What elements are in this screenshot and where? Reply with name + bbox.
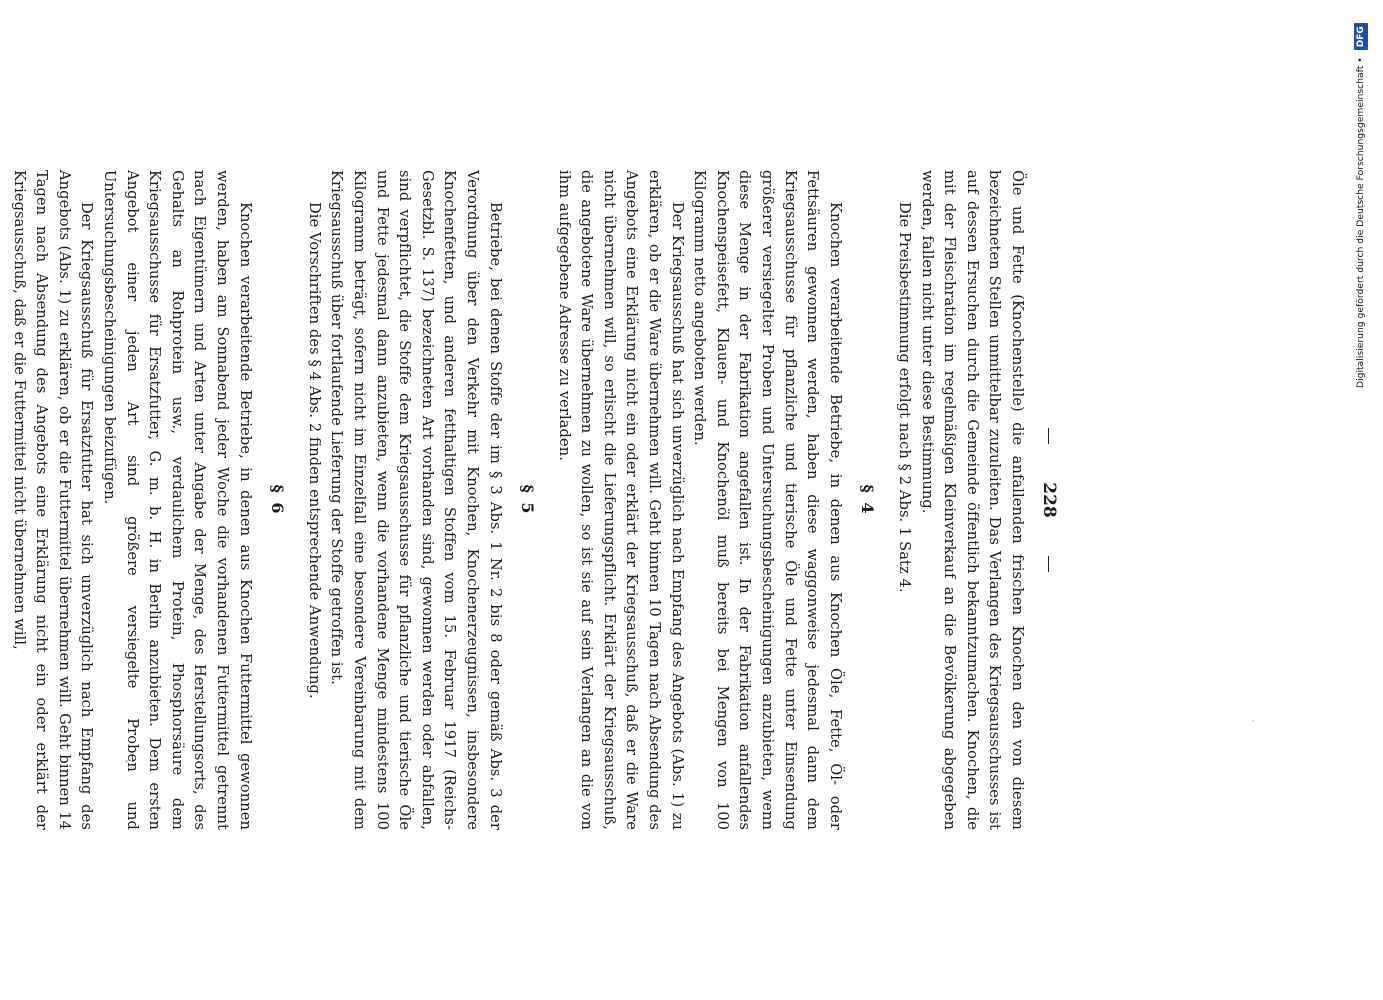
section-heading-6: § 6 — [268, 484, 288, 516]
imprint-text: Digitalisierung gefördert durch die Deutsche Forschungsgemeinschaft — [1355, 65, 1366, 388]
section-6-paragraph-1: Knochen verarbeitende Betriebe, in denen aus Knochen Futtermittel gewonnen werden, haben am Sonnabend jeder Woche die vorhandenen Futtermittel getrennt nach Eigentümern und Arten unter Angabe der Menge, des Herstellungsorts, des Gehalts an Rohprotein usw., verdaulichem Protein, Phosphorsäure dem Kriegsausschusse für Ersatzfutter, G. m. b. H. in Berlin anzubieten. Dem ersten Angebot einer jeden Art sind größere versiegelte Proben und Untersuchungsbescheinigungen beizufügen. — [101, 170, 254, 830]
header-dash-right — [1048, 556, 1049, 572]
section-heading-4: § 4 — [858, 484, 878, 516]
scan-speck — [1252, 720, 1254, 722]
page-content — [10, 170, 1060, 830]
page-header — [1028, 170, 1060, 830]
page-number: 228 — [1039, 482, 1059, 518]
header-dash-left — [1048, 428, 1049, 444]
funding-imprint — [1352, 0, 1370, 388]
paragraph-intro: Öle und Fette (Knochenstelle) die anfallenden frischen Knochen den von diesem bezeichneten Stellen unmittelbar zuzuleiten. Das Verlangen des Kriegsausschusses ist auf dessen Ersuchen durch die Gemeinde öffentlich bekanntzumachen. Knochen, die mit der Fleischration im regelmäßigen Kleinverkauf an die Bevölkerung abgegeben werden, fallen nicht unter diese Bestimmung. — [918, 170, 1026, 830]
section-6-paragraph-2: Der Kriegsausschuß für Ersatzfutter hat sich unverzüglich nach Empfang des Angebots (Abs. 1) zu erklären, ob er die Futtermittel übernehmen will. Geht binnen 14 Tagen nach Absendung des Angebots eine Erklärung nicht ein oder erklärt der Kriegsausschuß, daß er die Futtermittel nicht übernehmen will, — [10, 170, 96, 830]
imprint-separator: • — [1355, 57, 1366, 63]
section-4-paragraph-1: Knochen verarbeitende Betriebe, in denen aus Knochen Öle, Fette, Öl- oder Fettsäuren gewonnen werden, haben diese waggonweise jedesmal dann dem Kriegsausschusse für pflanzliche und tierische Öle und Fette unter Einsendung größerer versiegelter Proben und Untersuchungsbescheinigungen anzubieten, wenn diese Menge in der Fabrikation angefallen ist. In der Fabrikation anfallendes Knochenspeisefett, Klauen- und Knochenöl muß bereits bei Mengen von 100 Kilogramm netto angeboten werden. — [691, 170, 844, 830]
dfg-logo-icon: DFG — [1354, 23, 1368, 50]
paragraph-price: Die Preisbestimmung erfolgt nach § 2 Abs. 1 Satz 4. — [896, 202, 914, 593]
section-4-paragraph-2: Der Kriegsausschuß hat sich unverzüglich nach Empfang des Angebots (Abs. 1) zu erklären, ob er die Ware übernehmen will. Geht binnen 10 Tagen nach Absendung des Angebots eine Erklärung nicht ein oder erklärt der Kriegsausschuß, daß er die Ware nicht übernehmen will, so erlischt die Lieferungspflicht. Erklärt der Kriegsausschuß, die angebotene Ware übernehmen zu wollen, so ist sie auf sein Verlangen an die von ihm aufgegebene Adresse zu verladen. — [555, 170, 686, 830]
section-heading-5: § 5 — [518, 484, 538, 516]
section-5-paragraph-1: Betriebe, bei denen Stoffe der im § 3 Abs. 1 Nr. 2 bis 8 oder gemäß Abs. 3 der Verordnung über den Verkehr mit Knochen, Knochenerzeugnissen, insbesondere Knochenfetten, und anderen fetthaltigen Stoffen vom 15. Februar 1917 (Reichs-Gesetzbl. S. 137) bezeichneten Art vorhanden sind, gewonnen werden oder abfallen, sind verpflichtet, die Stoffe dem Kriegsausschusse für pflanzliche und tierische Öle und Fette jedesmal dann anzubieten, wenn die vorhandene Menge mindestens 100 Kilogramm beträgt, sofern nicht im Einzelfall eine besondere Vereinbarung mit dem Kriegsausschuß über fortlaufende Lieferung der Stoffe getroffen ist. — [328, 170, 504, 830]
section-5-paragraph-2: Die Vorschriften des § 4 Abs. 2 finden entsprechende Anwendung. — [305, 202, 323, 699]
